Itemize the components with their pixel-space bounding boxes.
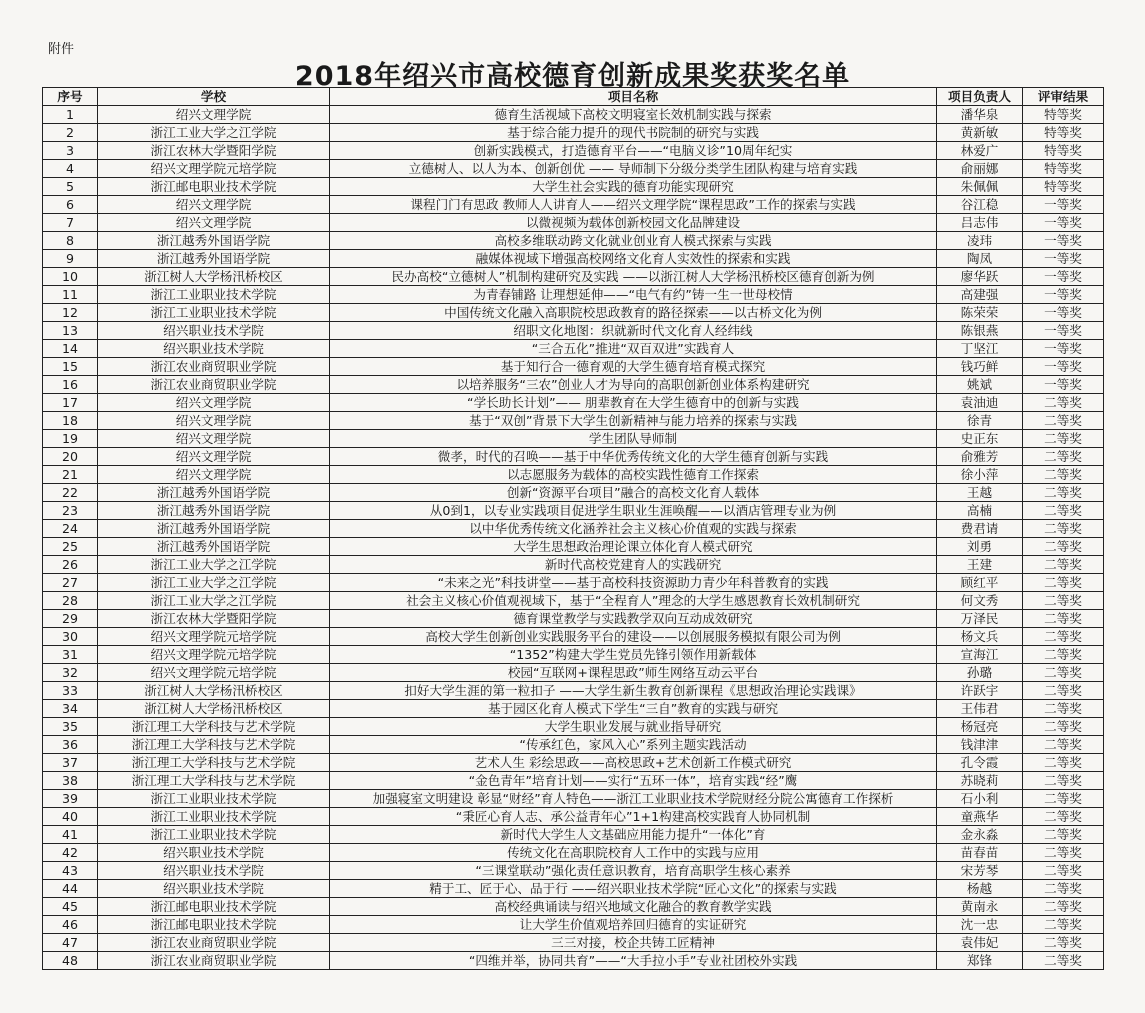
cell-leader: 谷江稳 (937, 196, 1023, 214)
cell-leader: 杨冠亮 (937, 718, 1023, 736)
cell-number: 14 (43, 340, 98, 358)
table-row (43, 862, 1104, 880)
header-result: 评审结果 (1023, 88, 1104, 106)
award-table (42, 87, 1104, 970)
cell-school: 浙江农业商贸职业学院 (98, 376, 330, 394)
cell-number: 29 (43, 610, 98, 628)
cell-project: 以志愿服务为载体的高校实践性德育工作探索 (330, 466, 937, 484)
cell-leader: 顾红平 (937, 574, 1023, 592)
cell-result: 一等奖 (1023, 286, 1104, 304)
cell-school: 浙江邮电职业技术学院 (98, 178, 330, 196)
cell-leader: 万泽民 (937, 610, 1023, 628)
table-row (43, 340, 1104, 358)
cell-result: 一等奖 (1023, 376, 1104, 394)
cell-project: 大学生社会实践的德育功能实现研究 (330, 178, 937, 196)
table-row (43, 286, 1104, 304)
cell-school: 绍兴文理学院 (98, 466, 330, 484)
cell-leader: 石小利 (937, 790, 1023, 808)
cell-project: 融媒体视域下增强高校网络文化育人实效性的探索和实践 (330, 250, 937, 268)
cell-project: 为青春铺路 让理想延伸——“电气有约”铸一生一世母校情 (330, 286, 937, 304)
cell-number: 12 (43, 304, 98, 322)
cell-school: 绍兴文理学院元培学院 (98, 628, 330, 646)
table-row (43, 322, 1104, 340)
cell-leader: 钱巧鲜 (937, 358, 1023, 376)
table-row (43, 250, 1104, 268)
header-project: 项目名称 (330, 88, 937, 106)
table-row (43, 268, 1104, 286)
table-row (43, 538, 1104, 556)
cell-leader: 宣海江 (937, 646, 1023, 664)
cell-number: 18 (43, 412, 98, 430)
cell-leader: 杨越 (937, 880, 1023, 898)
cell-result: 一等奖 (1023, 340, 1104, 358)
cell-number: 32 (43, 664, 98, 682)
cell-project: 以中华优秀传统文化涵养社会主义核心价值观的实践与探索 (330, 520, 937, 538)
cell-result: 二等奖 (1023, 574, 1104, 592)
table-row (43, 628, 1104, 646)
cell-school: 绍兴文理学院 (98, 394, 330, 412)
cell-leader: 高建强 (937, 286, 1023, 304)
cell-school: 绍兴职业技术学院 (98, 862, 330, 880)
cell-school: 绍兴文理学院 (98, 448, 330, 466)
table-row (43, 142, 1104, 160)
table-row (43, 484, 1104, 502)
cell-leader: 吕志伟 (937, 214, 1023, 232)
cell-project: 新时代高校党建育人的实践研究 (330, 556, 937, 574)
table-row (43, 682, 1104, 700)
cell-leader: 袁伟妃 (937, 934, 1023, 952)
cell-project: 从0到1，以专业实践项目促进学生职业生涯唤醒——以酒店管理专业为例 (330, 502, 937, 520)
cell-result: 二等奖 (1023, 628, 1104, 646)
cell-result: 二等奖 (1023, 664, 1104, 682)
cell-leader: 凌玮 (937, 232, 1023, 250)
cell-project: “三课堂联动”强化责任意识教育，培育高职学生核心素养 (330, 862, 937, 880)
table-row (43, 880, 1104, 898)
cell-leader: 陈银燕 (937, 322, 1023, 340)
table-row (43, 700, 1104, 718)
cell-result: 二等奖 (1023, 862, 1104, 880)
cell-project: 绍职文化地图：织就新时代文化育人经纬线 (330, 322, 937, 340)
cell-school: 绍兴文理学院元培学院 (98, 664, 330, 682)
cell-result: 二等奖 (1023, 538, 1104, 556)
cell-project: 新时代大学生人文基础应用能力提升“一体化”育 (330, 826, 937, 844)
cell-project: 艺术人生 彩绘思政——高校思政+艺术创新工作模式研究 (330, 754, 937, 772)
cell-project: “未来之光”科技讲堂——基于高校科技资源助力青少年科普教育的实践 (330, 574, 937, 592)
cell-school: 浙江理工大学科技与艺术学院 (98, 754, 330, 772)
cell-result: 二等奖 (1023, 736, 1104, 754)
cell-number: 6 (43, 196, 98, 214)
table-row (43, 232, 1104, 250)
cell-leader: 孙璐 (937, 664, 1023, 682)
cell-number: 11 (43, 286, 98, 304)
cell-result: 二等奖 (1023, 466, 1104, 484)
cell-school: 浙江越秀外国语学院 (98, 232, 330, 250)
cell-project: 大学生思想政治理论课立体化育人模式研究 (330, 538, 937, 556)
cell-school: 绍兴文理学院元培学院 (98, 160, 330, 178)
cell-result: 二等奖 (1023, 826, 1104, 844)
cell-result: 二等奖 (1023, 592, 1104, 610)
cell-leader: 袁油迪 (937, 394, 1023, 412)
table-row (43, 214, 1104, 232)
header-number: 序号 (43, 88, 98, 106)
cell-number: 2 (43, 124, 98, 142)
cell-result: 二等奖 (1023, 610, 1104, 628)
cell-project: 基于园区化育人模式下学生“三自”教育的实践与研究 (330, 700, 937, 718)
cell-school: 浙江工业大学之江学院 (98, 556, 330, 574)
document-title: 2018年绍兴市高校德育创新成果奖获奖名单 (294, 61, 851, 92)
cell-result: 特等奖 (1023, 142, 1104, 160)
cell-result: 二等奖 (1023, 772, 1104, 790)
cell-school: 浙江邮电职业技术学院 (98, 898, 330, 916)
cell-number: 33 (43, 682, 98, 700)
header-leader: 项目负责人 (937, 88, 1023, 106)
cell-school: 绍兴文理学院 (98, 430, 330, 448)
cell-project: 三三对接，校企共铸工匠精神 (330, 934, 937, 952)
cell-number: 30 (43, 628, 98, 646)
cell-project: 加强寝室文明建设 彰显“财经”育人特色——浙江工业职业技术学院财经分院公寓德育工作探析 (330, 790, 937, 808)
cell-result: 二等奖 (1023, 520, 1104, 538)
cell-number: 9 (43, 250, 98, 268)
cell-school: 绍兴职业技术学院 (98, 340, 330, 358)
cell-result: 二等奖 (1023, 718, 1104, 736)
table-row (43, 466, 1104, 484)
cell-leader: 姚斌 (937, 376, 1023, 394)
cell-project: 以培养服务“三农”创业人才为导向的高职创新创业体系构建研究 (330, 376, 937, 394)
table-row (43, 556, 1104, 574)
cell-leader: 刘勇 (937, 538, 1023, 556)
cell-result: 二等奖 (1023, 898, 1104, 916)
cell-result: 二等奖 (1023, 502, 1104, 520)
cell-leader: 许跃宇 (937, 682, 1023, 700)
cell-result: 一等奖 (1023, 358, 1104, 376)
header-school: 学校 (98, 88, 330, 106)
cell-number: 1 (43, 106, 98, 124)
cell-leader: 沈一忠 (937, 916, 1023, 934)
cell-result: 二等奖 (1023, 916, 1104, 934)
cell-number: 3 (43, 142, 98, 160)
cell-result: 一等奖 (1023, 250, 1104, 268)
cell-leader: 丁坚江 (937, 340, 1023, 358)
table-row (43, 916, 1104, 934)
cell-school: 浙江树人大学杨汛桥校区 (98, 268, 330, 286)
table-row (43, 718, 1104, 736)
cell-project: 基于综合能力提升的现代书院制的研究与实践 (330, 124, 937, 142)
cell-number: 39 (43, 790, 98, 808)
cell-result: 二等奖 (1023, 448, 1104, 466)
cell-leader: 史正东 (937, 430, 1023, 448)
cell-leader: 王建 (937, 556, 1023, 574)
cell-result: 二等奖 (1023, 682, 1104, 700)
cell-school: 浙江农业商贸职业学院 (98, 952, 330, 970)
table-row (43, 106, 1104, 124)
cell-number: 48 (43, 952, 98, 970)
table-row (43, 412, 1104, 430)
cell-number: 47 (43, 934, 98, 952)
cell-leader: 王伟君 (937, 700, 1023, 718)
cell-project: 高校多维联动跨文化就业创业育人模式探索与实践 (330, 232, 937, 250)
cell-school: 浙江工业职业技术学院 (98, 790, 330, 808)
cell-project: 学生团队导师制 (330, 430, 937, 448)
cell-result: 二等奖 (1023, 430, 1104, 448)
cell-leader: 童燕华 (937, 808, 1023, 826)
cell-number: 8 (43, 232, 98, 250)
cell-project: 中国传统文化融入高职院校思政教育的路径探索——以古桥文化为例 (330, 304, 937, 322)
table-row (43, 844, 1104, 862)
table-row (43, 754, 1104, 772)
table-row (43, 772, 1104, 790)
cell-result: 一等奖 (1023, 232, 1104, 250)
cell-result: 二等奖 (1023, 934, 1104, 952)
cell-result: 二等奖 (1023, 394, 1104, 412)
cell-project: 高校大学生创新创业实践服务平台的建设——以创展服务模拟有限公司为例 (330, 628, 937, 646)
table-row (43, 376, 1104, 394)
cell-school: 浙江树人大学杨汛桥校区 (98, 700, 330, 718)
cell-school: 绍兴职业技术学院 (98, 844, 330, 862)
cell-leader: 黄南永 (937, 898, 1023, 916)
table-row (43, 898, 1104, 916)
cell-result: 二等奖 (1023, 880, 1104, 898)
cell-project: 基于知行合一德育观的大学生德育培育模式探究 (330, 358, 937, 376)
table-row (43, 160, 1104, 178)
cell-project: 以微视频为载体创新校园文化品牌建设 (330, 214, 937, 232)
cell-number: 37 (43, 754, 98, 772)
cell-school: 浙江农业商贸职业学院 (98, 358, 330, 376)
cell-number: 46 (43, 916, 98, 934)
cell-school: 浙江越秀外国语学院 (98, 484, 330, 502)
cell-project: 基于“双创”背景下大学生创新精神与能力培养的探索与实践 (330, 412, 937, 430)
cell-number: 44 (43, 880, 98, 898)
cell-leader: 杨文兵 (937, 628, 1023, 646)
cell-school: 浙江越秀外国语学院 (98, 250, 330, 268)
annex-label: 附件 (48, 42, 75, 57)
cell-leader: 宋芳琴 (937, 862, 1023, 880)
cell-result: 一等奖 (1023, 196, 1104, 214)
table-row (43, 358, 1104, 376)
cell-project: “四维并举，协同共育”——“大手拉小手”专业社团校外实践 (330, 952, 937, 970)
cell-result: 二等奖 (1023, 790, 1104, 808)
cell-result: 二等奖 (1023, 844, 1104, 862)
cell-project: 大学生职业发展与就业指导研究 (330, 718, 937, 736)
table-row (43, 304, 1104, 322)
cell-number: 7 (43, 214, 98, 232)
table-row (43, 592, 1104, 610)
cell-number: 19 (43, 430, 98, 448)
cell-number: 24 (43, 520, 98, 538)
table-row (43, 430, 1104, 448)
cell-number: 45 (43, 898, 98, 916)
cell-leader: 潘华泉 (937, 106, 1023, 124)
cell-leader: 黄新敏 (937, 124, 1023, 142)
cell-number: 4 (43, 160, 98, 178)
cell-number: 5 (43, 178, 98, 196)
cell-result: 特等奖 (1023, 106, 1104, 124)
cell-number: 10 (43, 268, 98, 286)
table-row (43, 124, 1104, 142)
cell-leader: 陶凤 (937, 250, 1023, 268)
cell-leader: 金永淼 (937, 826, 1023, 844)
cell-project: “三合五化”推进“双百双进”实践育人 (330, 340, 937, 358)
cell-project: 德育生活视域下高校文明寝室长效机制实践与探索 (330, 106, 937, 124)
cell-number: 21 (43, 466, 98, 484)
cell-school: 浙江理工大学科技与艺术学院 (98, 772, 330, 790)
cell-project: 创新实践模式，打造德育平台——“电脑义诊”10周年纪实 (330, 142, 937, 160)
cell-number: 36 (43, 736, 98, 754)
table-row (43, 664, 1104, 682)
cell-leader: 俞丽娜 (937, 160, 1023, 178)
cell-number: 31 (43, 646, 98, 664)
cell-leader: 郑锋 (937, 952, 1023, 970)
cell-school: 绍兴文理学院 (98, 214, 330, 232)
table-body (43, 106, 1104, 970)
header-row (43, 88, 1104, 106)
cell-result: 二等奖 (1023, 484, 1104, 502)
table-row (43, 520, 1104, 538)
cell-number: 28 (43, 592, 98, 610)
cell-project: 德育课堂教学与实践教学双向互动成效研究 (330, 610, 937, 628)
cell-leader: 朱佩佩 (937, 178, 1023, 196)
table-row (43, 736, 1104, 754)
cell-leader: 陈荣荣 (937, 304, 1023, 322)
cell-result: 二等奖 (1023, 808, 1104, 826)
cell-result: 特等奖 (1023, 124, 1104, 142)
cell-result: 二等奖 (1023, 700, 1104, 718)
cell-project: 课程门门有思政 教师人人讲育人——绍兴文理学院“课程思政”工作的探索与实践 (330, 196, 937, 214)
cell-number: 22 (43, 484, 98, 502)
cell-number: 23 (43, 502, 98, 520)
cell-result: 特等奖 (1023, 178, 1104, 196)
cell-project: 扣好大学生涯的第一粒扣子 ——大学生新生教育创新课程《思想政治理论实践课》 (330, 682, 937, 700)
cell-school: 绍兴文理学院 (98, 412, 330, 430)
table-row (43, 790, 1104, 808)
table-row (43, 574, 1104, 592)
cell-result: 二等奖 (1023, 556, 1104, 574)
cell-leader: 徐青 (937, 412, 1023, 430)
cell-leader: 苗春苗 (937, 844, 1023, 862)
cell-leader: 孔令霞 (937, 754, 1023, 772)
cell-school: 绍兴文理学院 (98, 106, 330, 124)
cell-leader: 苏晓莉 (937, 772, 1023, 790)
cell-number: 27 (43, 574, 98, 592)
table-row (43, 934, 1104, 952)
table-row (43, 178, 1104, 196)
cell-project: 高校经典诵读与绍兴地域文化融合的教育教学实践 (330, 898, 937, 916)
cell-number: 25 (43, 538, 98, 556)
cell-number: 34 (43, 700, 98, 718)
cell-school: 浙江工业大学之江学院 (98, 574, 330, 592)
cell-number: 43 (43, 862, 98, 880)
cell-project: 传统文化在高职院校育人工作中的实践与应用 (330, 844, 937, 862)
cell-number: 26 (43, 556, 98, 574)
cell-project: 让大学生价值观培养回归德育的实证研究 (330, 916, 937, 934)
cell-number: 20 (43, 448, 98, 466)
cell-school: 浙江邮电职业技术学院 (98, 916, 330, 934)
cell-result: 二等奖 (1023, 754, 1104, 772)
cell-leader: 钱津津 (937, 736, 1023, 754)
cell-school: 绍兴职业技术学院 (98, 880, 330, 898)
cell-project: 创新“资源平台项目”融合的高校文化育人载体 (330, 484, 937, 502)
cell-number: 42 (43, 844, 98, 862)
cell-school: 浙江理工大学科技与艺术学院 (98, 736, 330, 754)
cell-leader: 费君请 (937, 520, 1023, 538)
cell-project: “学长助长计划”—— 朋辈教育在大学生德育中的创新与实践 (330, 394, 937, 412)
cell-school: 浙江工业职业技术学院 (98, 808, 330, 826)
cell-project: 立德树人、以人为本、创新创优 —— 导师制下分级分类学生团队构建与培育实践 (330, 160, 937, 178)
cell-result: 二等奖 (1023, 646, 1104, 664)
table-row (43, 502, 1104, 520)
cell-school: 浙江越秀外国语学院 (98, 502, 330, 520)
cell-leader: 廖华跃 (937, 268, 1023, 286)
cell-school: 浙江工业职业技术学院 (98, 286, 330, 304)
cell-result: 一等奖 (1023, 304, 1104, 322)
table-row (43, 610, 1104, 628)
table-row (43, 826, 1104, 844)
cell-result: 一等奖 (1023, 214, 1104, 232)
cell-project: 微孝，时代的召唤——基于中华优秀传统文化的大学生德育创新与实践 (330, 448, 937, 466)
cell-school: 浙江工业大学之江学院 (98, 124, 330, 142)
table-row (43, 394, 1104, 412)
cell-project: “金色青年”培育计划——实行“五环一体”，培育实践“经”鹰 (330, 772, 937, 790)
table-row (43, 646, 1104, 664)
cell-leader: 徐小萍 (937, 466, 1023, 484)
cell-school: 浙江树人大学杨汛桥校区 (98, 682, 330, 700)
cell-project: 民办高校“立德树人”机制构建研究及实践 ——以浙江树人大学杨汛桥校区德育创新为例 (330, 268, 937, 286)
cell-school: 浙江越秀外国语学院 (98, 538, 330, 556)
table-row (43, 952, 1104, 970)
cell-school: 绍兴职业技术学院 (98, 322, 330, 340)
cell-project: 社会主义核心价值观视域下，基于“全程育人”理念的大学生感恩教育长效机制研究 (330, 592, 937, 610)
cell-school: 浙江理工大学科技与艺术学院 (98, 718, 330, 736)
cell-leader: 林爱广 (937, 142, 1023, 160)
cell-school: 浙江农林大学暨阳学院 (98, 142, 330, 160)
cell-number: 17 (43, 394, 98, 412)
table-row (43, 448, 1104, 466)
cell-result: 二等奖 (1023, 412, 1104, 430)
cell-result: 二等奖 (1023, 952, 1104, 970)
cell-school: 浙江工业职业技术学院 (98, 304, 330, 322)
cell-school: 浙江农业商贸职业学院 (98, 934, 330, 952)
cell-project: 精于工、匠于心、品于行 ——绍兴职业技术学院“匠心文化”的探索与实践 (330, 880, 937, 898)
cell-result: 一等奖 (1023, 322, 1104, 340)
cell-school: 绍兴文理学院元培学院 (98, 646, 330, 664)
cell-school: 浙江工业大学之江学院 (98, 592, 330, 610)
cell-school: 绍兴文理学院 (98, 196, 330, 214)
cell-leader: 高楠 (937, 502, 1023, 520)
cell-result: 特等奖 (1023, 160, 1104, 178)
cell-project: “1352”构建大学生党员先锋引领作用新载体 (330, 646, 937, 664)
cell-school: 浙江农林大学暨阳学院 (98, 610, 330, 628)
cell-number: 41 (43, 826, 98, 844)
cell-number: 40 (43, 808, 98, 826)
cell-number: 13 (43, 322, 98, 340)
cell-number: 15 (43, 358, 98, 376)
table-row (43, 196, 1104, 214)
cell-number: 35 (43, 718, 98, 736)
cell-leader: 俞雅芳 (937, 448, 1023, 466)
cell-school: 浙江越秀外国语学院 (98, 520, 330, 538)
cell-number: 16 (43, 376, 98, 394)
table-row (43, 808, 1104, 826)
cell-project: “传承红色，家风入心”系列主题实践活动 (330, 736, 937, 754)
cell-leader: 何文秀 (937, 592, 1023, 610)
cell-project: 校园“互联网+课程思政”师生网络互动云平台 (330, 664, 937, 682)
cell-leader: 王越 (937, 484, 1023, 502)
cell-project: “秉匠心育人志、承公益青年心”1+1构建高校实践育人协同机制 (330, 808, 937, 826)
cell-number: 38 (43, 772, 98, 790)
cell-school: 浙江工业职业技术学院 (98, 826, 330, 844)
cell-result: 一等奖 (1023, 268, 1104, 286)
